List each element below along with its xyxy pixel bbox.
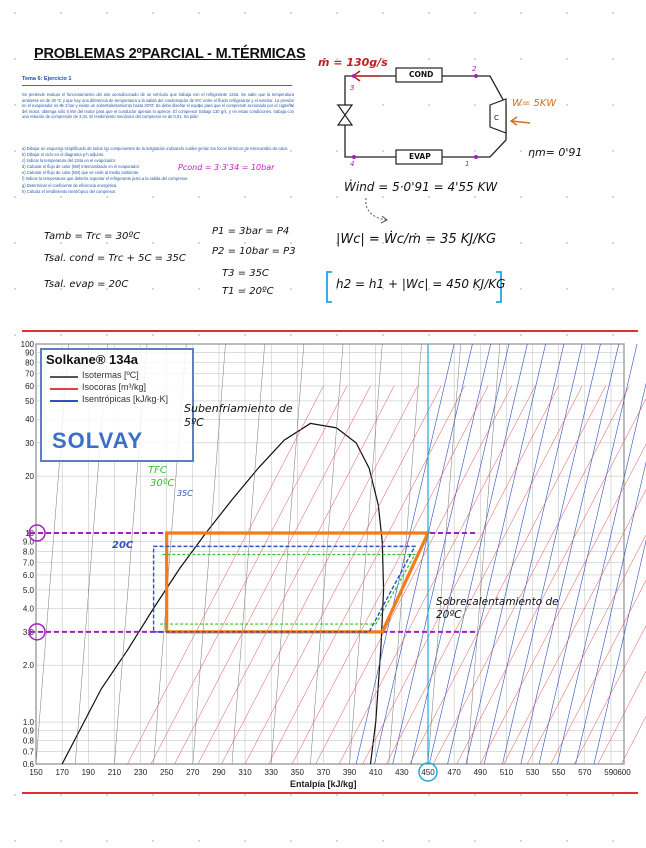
x-tick-label: 270	[186, 768, 200, 777]
x-tick-label: 390	[342, 768, 357, 777]
grid-dot	[474, 196, 476, 198]
x-tick-label: 530	[525, 768, 540, 777]
x-tick-label: 600	[617, 768, 631, 777]
grid-dot	[336, 12, 338, 14]
grid-dot	[290, 242, 292, 244]
x-tick-label: 490	[473, 768, 487, 777]
wind-arrow	[360, 196, 420, 226]
p1-note: P1 = 3bar = P4	[212, 226, 290, 237]
grid-dot	[152, 242, 154, 244]
pcond-note: Pcond = 3·3'34 = 10bar	[178, 163, 275, 172]
grid-dot	[244, 196, 246, 198]
grid-dot	[612, 196, 614, 198]
chart-top-divider	[22, 330, 638, 332]
grid-dot	[382, 334, 384, 336]
y-tick-label: 9.0	[22, 537, 34, 547]
y-tick-label: 70	[25, 369, 34, 379]
node-4: 4	[350, 160, 355, 168]
node-1: 1	[465, 160, 470, 168]
x-tick-label: 210	[107, 768, 122, 777]
grid-dot	[520, 196, 522, 198]
grid-dot	[612, 794, 614, 796]
x-axis-label: Entalpía [kJ/kg]	[290, 779, 357, 789]
grid-dot	[106, 242, 108, 244]
grid-dot	[244, 12, 246, 14]
chart-legend	[40, 348, 194, 462]
grid-dot	[428, 794, 430, 796]
grid-dot	[428, 196, 430, 198]
grid-dot	[336, 840, 338, 842]
grid-dot	[106, 840, 108, 842]
grid-dot	[198, 334, 200, 336]
grid-dot	[14, 150, 16, 152]
grid-dot	[566, 12, 568, 14]
x-tick-label: 470	[447, 768, 461, 777]
grid-dot	[198, 12, 200, 14]
legend-isentropes: Isentrópicas [kJ/kg·K]	[82, 394, 169, 404]
grid-dot	[474, 12, 476, 14]
eta-note: ηm= 0'91	[528, 146, 583, 159]
grid-dot	[612, 242, 614, 244]
node-3: 3	[350, 84, 355, 92]
grid-dot	[290, 334, 292, 336]
legend-title: Solkane® 134a	[46, 352, 138, 367]
y-tick-label: 6.0	[22, 570, 34, 580]
node-2: 2	[472, 65, 477, 73]
grid-dot	[60, 794, 62, 796]
grid-dot	[566, 794, 568, 796]
y-tick-label: 0.8	[22, 736, 34, 746]
x-tick-label: 370	[316, 768, 331, 777]
x-tick-label: 550	[551, 768, 566, 777]
grid-dot	[382, 794, 384, 796]
p2-note: P2 = 10bar = P3	[212, 246, 296, 257]
grid-dot	[152, 12, 154, 14]
grid-dot	[60, 196, 62, 198]
grid-dot	[428, 840, 430, 842]
y-tick-label: 60	[25, 381, 34, 391]
tcond-note: Tsal. cond = Trc + 5C = 35C	[44, 253, 186, 264]
grid-dot	[566, 242, 568, 244]
grid-dot	[152, 794, 154, 796]
task-item: h) Calcula el rendimiento isentrópico del compresor.	[22, 188, 117, 194]
grid-dot	[520, 288, 522, 290]
grid-dot	[152, 288, 154, 290]
grid-dot	[198, 794, 200, 796]
h2-note: h2 = h1 + |Wc| = 450 KJ/KG	[336, 277, 506, 291]
y-tick-label: 1.0	[22, 718, 34, 728]
y-tick-label: 0.7	[22, 747, 34, 757]
grid-dot	[474, 334, 476, 336]
grid-dot	[152, 196, 154, 198]
wind-note: Ẇind = 5·0'91 = 4'55 KW	[344, 180, 498, 194]
grid-dot	[14, 288, 16, 290]
grid-dot	[290, 794, 292, 796]
y-tick-label: 10	[25, 529, 34, 539]
grid-dot	[244, 334, 246, 336]
y-tick-label: 5.0	[22, 585, 34, 595]
task-item: e) Calcular el flujo de calor (kW) que se cede al medio ambiente.	[22, 170, 140, 176]
grid-dot	[290, 196, 292, 198]
condenser-label: COND	[409, 70, 434, 79]
grid-dot	[382, 840, 384, 842]
legend-isotherms: Isotermas [ºC]	[82, 370, 139, 380]
grid-dot	[14, 334, 16, 336]
y-tick-label: 8.0	[22, 547, 34, 557]
tfc-note: TFC	[148, 465, 167, 476]
y-tick-label: 0.9	[22, 726, 34, 736]
task-item: f) Indicar la temperatura que debería soportar el refrigerante justo a la salida del compresor.	[22, 176, 189, 182]
grid-dot	[14, 196, 16, 198]
task-item: a) Dibujar un esquema simplificado de todos los componentes de la instalación indicando cuáles serían los focos térmicos de intercambio de calor.	[22, 146, 289, 151]
mass-flow-note: ṁ = 130g/s	[318, 56, 388, 69]
grid-dot	[106, 794, 108, 796]
grid-dot	[60, 242, 62, 244]
y-tick-label: 4.0	[22, 604, 34, 614]
grid-dot	[244, 840, 246, 842]
y-tick-label: 3.0	[22, 627, 34, 637]
grid-dot	[14, 104, 16, 106]
tamb-note: Tamb = Trc = 30ºC	[44, 231, 141, 242]
grid-dot	[106, 12, 108, 14]
grid-dot	[612, 150, 614, 152]
x-tick-label: 310	[238, 768, 252, 777]
x-tick-label: 190	[81, 768, 95, 777]
grid-dot	[566, 334, 568, 336]
grid-dot	[566, 196, 568, 198]
y-tick-label: 20	[25, 472, 34, 482]
x-tick-label: 450	[421, 768, 435, 777]
task-item: d) Calcular el flujo de calor (kW) intercambiado en el evaporador.	[22, 164, 140, 170]
x-tick-label: 170	[55, 768, 69, 777]
grid-dot	[290, 12, 292, 14]
grid-dot	[336, 794, 338, 796]
compressor-label: C	[494, 114, 499, 122]
y-tick-label: 30	[25, 438, 34, 448]
grid-dot	[14, 12, 16, 14]
legend-isochores: Isocoras [m³/kg]	[82, 382, 147, 392]
grid-dot	[152, 334, 154, 336]
y-tick-label: 7.0	[22, 558, 34, 568]
grid-dot	[336, 196, 338, 198]
grid-dot	[474, 794, 476, 796]
y-tick-label: 50	[25, 396, 34, 406]
grid-dot	[566, 288, 568, 290]
grid-dot	[290, 840, 292, 842]
x-tick-label: 290	[212, 768, 226, 777]
x-tick-label: 590	[604, 768, 618, 777]
grid-dot	[60, 840, 62, 842]
grid-dot	[14, 58, 16, 60]
x-tick-label: 570	[578, 768, 592, 777]
superheat-note: Sobrecalentamiento de 20ºC	[436, 596, 559, 621]
grid-dot	[60, 12, 62, 14]
subcooling-note: Subenfriamiento de 5ºC	[184, 402, 293, 429]
wc-note: |Wc| = Ẇc/ṁ = 35 KJ/KG	[336, 232, 497, 247]
grid-dot	[520, 242, 522, 244]
grid-dot	[336, 334, 338, 336]
grid-dot	[566, 840, 568, 842]
y-tick-label: 80	[25, 358, 34, 368]
exercise-label: Tema 6: Ejercicio 1	[22, 76, 72, 82]
grid-dot	[244, 242, 246, 244]
grid-dot	[14, 794, 16, 796]
x-tick-label: 350	[290, 768, 305, 777]
grid-dot	[106, 334, 108, 336]
x-tick-label: 430	[395, 768, 409, 777]
grid-dot	[244, 794, 246, 796]
grid-dot	[612, 288, 614, 290]
x-tick-label: 330	[264, 768, 278, 777]
grid-dot	[520, 840, 522, 842]
tfc-temp-note: 30ºC	[150, 478, 175, 489]
grid-dot	[198, 196, 200, 198]
grid-dot	[520, 794, 522, 796]
x-tick-label: 150	[29, 768, 43, 777]
grid-dot	[520, 12, 522, 14]
grid-dot	[566, 104, 568, 106]
grid-dot	[474, 840, 476, 842]
x-tick-label: 510	[499, 768, 514, 777]
page-title: PROBLEMAS 2ºPARCIAL - M.TÉRMICAS	[34, 46, 306, 62]
y-tick-label: 100	[20, 340, 34, 349]
grid-dot	[290, 288, 292, 290]
grid-dot	[428, 12, 430, 14]
grid-dot	[198, 242, 200, 244]
grid-dot	[14, 840, 16, 842]
grid-dot	[60, 334, 62, 336]
grid-dot	[382, 12, 384, 14]
problem-statement: Se pretende evaluar el funcionamiento del aire acondicionado de un vehículo que trabaja con el refrigerante 134a. Se sabe que la temperatura ambiente es de 30 ºC y que hay una diferencia de temperatura a la salida del condensador de 5ºC entre el fluido refrigerante y el exterior. La presión en el evaporador es de 3 bar y existe un sobrecalentamiento hasta 20ºC. Se debe diseñar el equipo para que el compresor, accionado por el cigüeñal del motor, obtenga sólo 5 kW del motor para que el conductor apenas lo aprecie. El compresor trabaja 130 g/s, y en estas condiciones, trabaja con una relación de compresión de 3,34. El rendimiento mecánico del compresor es de 0,91. Se pide:	[22, 92, 294, 120]
y-tick-label: 2.0	[22, 661, 34, 671]
t1-note: T1 = 20ºC	[222, 286, 274, 297]
y-tick-label: 90	[25, 348, 34, 358]
grid-dot	[520, 334, 522, 336]
tevap-note: Tsal. evap = 20C	[44, 279, 129, 290]
grid-dot	[612, 12, 614, 14]
grid-dot	[612, 334, 614, 336]
grid-dot	[566, 58, 568, 60]
task-item: b) Dibujar el ciclo en el diagrama p-h adjunto.	[22, 152, 105, 158]
x-tick-label: 250	[159, 768, 174, 777]
task-item: g) Determinar el coeficiente de eficiencia energética.	[22, 182, 118, 188]
task-item: c) Indicar la temperatura del 134a en el evaporador.	[22, 158, 116, 164]
y-tick-label: 0.6	[22, 760, 34, 769]
grid-dot	[198, 840, 200, 842]
grid-dot	[612, 840, 614, 842]
power-note: W= 5KW	[512, 98, 557, 109]
grid-dot	[612, 58, 614, 60]
grid-dot	[106, 196, 108, 198]
title-divider	[22, 85, 292, 86]
x-tick-label: 230	[133, 768, 148, 777]
evaporator-label: EVAP	[409, 152, 431, 161]
y-tick-label: 40	[25, 415, 34, 425]
chart-bottom-divider	[22, 792, 638, 794]
t3-note: T3 = 35C	[222, 268, 269, 279]
t35-note: 35C	[177, 489, 193, 498]
solvay-logo: SOLVAY	[52, 428, 144, 453]
grid-dot	[14, 242, 16, 244]
grid-dot	[612, 104, 614, 106]
grid-dot	[152, 840, 154, 842]
grid-dot	[428, 334, 430, 336]
grid-dot	[198, 288, 200, 290]
x-tick-label: 410	[369, 768, 383, 777]
t20-note: 20C	[112, 540, 134, 551]
